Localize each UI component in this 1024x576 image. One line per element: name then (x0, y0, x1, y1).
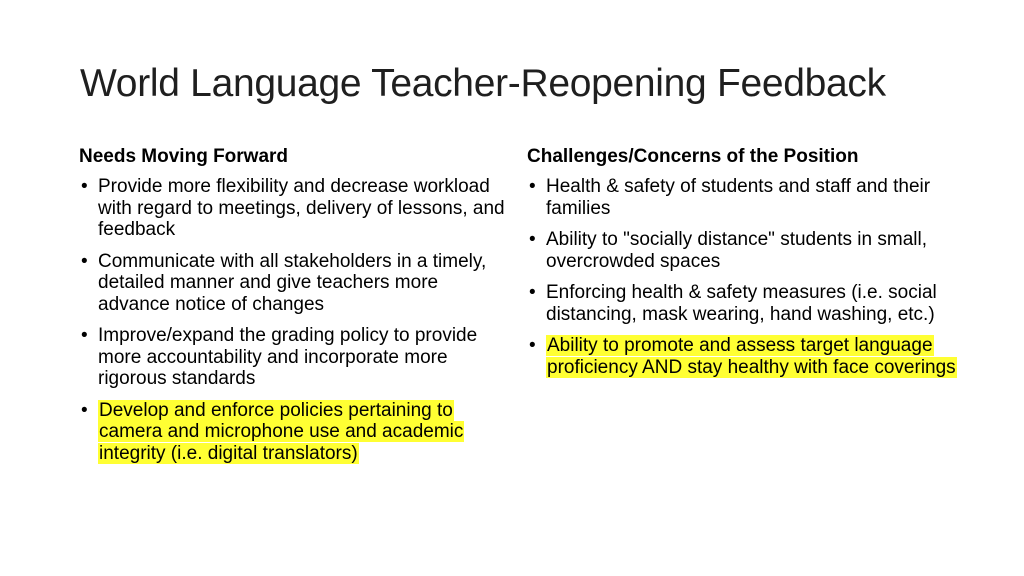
bullet-dot-icon: • (81, 176, 88, 197)
bullet-dot-icon: • (529, 229, 536, 250)
slide-title: World Language Teacher-Reopening Feedback (80, 62, 886, 105)
list-item-highlighted (79, 400, 509, 465)
list-item-text: Enforcing health & safety measures (i.e. social distancing, mask wearing, hand washing, etc.) (546, 282, 937, 325)
list-item-text: Ability to "socially distance" students in small, overcrowded spaces (546, 229, 927, 272)
list-item (527, 229, 957, 272)
list-item-text: Health & safety of students and staff and their families (546, 176, 931, 219)
bullet-dot-icon: • (81, 399, 88, 421)
challenges-list (527, 176, 957, 378)
bullet-dot-icon: • (81, 250, 88, 272)
challenges-concerns-column (527, 146, 957, 388)
bullet-dot-icon: • (529, 282, 536, 303)
bullet-dot-icon: • (81, 325, 88, 346)
needs-list (79, 176, 509, 464)
highlighted-list-item-text: Ability to promote and assess target language proficiency AND stay healthy with face coverings (547, 335, 956, 378)
list-item-text: Provide more flexibility and decrease workload with regard to meetings, delivery of lessons, and feedback (98, 176, 505, 240)
needs-moving-forward-heading: Needs Moving Forward (79, 146, 289, 167)
list-item (527, 282, 957, 325)
bullet-dot-icon: • (529, 176, 536, 197)
bullet-dot-icon: • (529, 335, 536, 356)
list-item (79, 251, 509, 316)
highlighted-list-item-text: Develop and enforce policies pertaining to camera and microphone use and academic integrity (i.e. digital translators) (99, 399, 464, 464)
list-item-text: Improve/expand the grading policy to provide more accountability and incorporate more rigorous standards (98, 325, 478, 389)
list-item (79, 176, 509, 241)
list-item-text: Communicate with all stakeholders in a timely, detailed manner and give teachers more advance notice of changes (98, 250, 487, 315)
list-item (79, 325, 509, 390)
challenges-concerns-heading: Challenges/Concerns of the Position (527, 146, 859, 167)
list-item (527, 176, 957, 219)
needs-moving-forward-column (79, 146, 509, 474)
list-item-highlighted (527, 335, 957, 378)
